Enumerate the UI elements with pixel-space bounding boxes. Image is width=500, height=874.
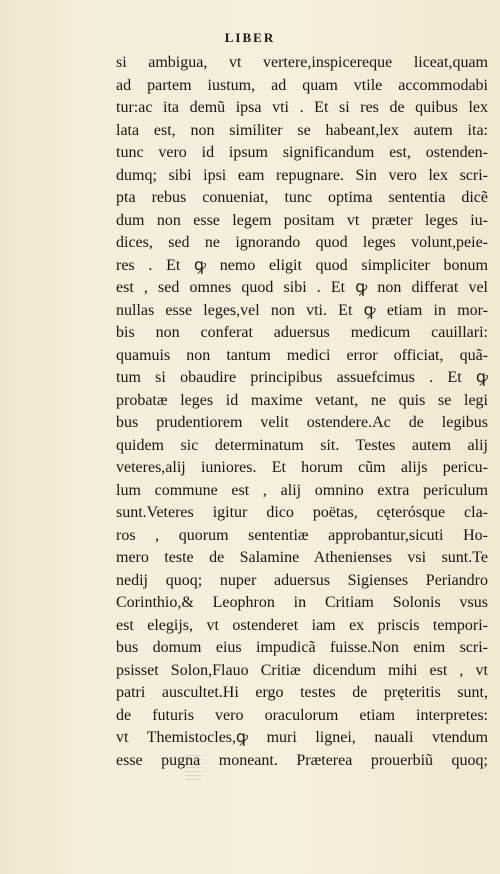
text-line: dum non esse legem positam vt præter leges iu- (116, 211, 488, 229)
text-body (116, 52, 488, 772)
text-line: vt Themistocles,ꝙ muri lignei, nauali vtendum (116, 729, 488, 746)
text-line: veteres,alij iuniores. Et horum cũm alijs pericu- (116, 459, 488, 476)
text-line: ros , quorum sententiæ approbantur,sicuti Ho- (116, 526, 488, 544)
text-line: tur:ac ita demũ ipsa vti . Et si res de quibus lex (116, 99, 488, 116)
text-line: mero teste de Salamine Athenienses vsi sunt.Te (116, 549, 488, 566)
text-line: Corinthio,& Leophron in Critiam Solonis vsus (116, 594, 488, 611)
text-line: lum commune est , alij omnino extra periculum (116, 481, 488, 499)
text-line: dices, sed ne ignorando quod leges volunt,peie- (116, 234, 488, 251)
text-line: pta rebus conueniat, tunc optima sententia dicẽ (116, 189, 488, 206)
text-line: sunt.Veteres igitur dico poëtas, cęterósque cla- (116, 504, 488, 521)
text-line: bus prudentiorem velit ostendere.Ac de legibus (116, 414, 488, 431)
text-line: tunc vero id ipsum significandum est, ostenden- (116, 144, 488, 161)
text-line: tum si obaudire principibus assuefcimus . Et ꝙ (116, 369, 488, 386)
text-line: psisset Solon,Flauo Critiæ dicendum mihi est , vt (116, 661, 488, 679)
text-line: res . Et ꝙ nemo eligit quod simpliciter bonum (116, 256, 488, 274)
text-line: quamuis non tantum medici error officiat, quã- (116, 346, 488, 364)
running-header: LIBER (224, 30, 276, 45)
ink-bleed-mark (185, 755, 201, 781)
text-line: probatæ leges id maxime vetant, ne quis se legi (116, 391, 488, 409)
text-line: patri auscultet.Hi ergo testes de pręteritis sunt, (116, 684, 488, 701)
text-line: bus domum eius impudicã fuisse.Non enim scri- (116, 639, 488, 656)
text-line: de futuris vero oraculorum etiam interpretes: (116, 706, 488, 724)
text-line: esse pugna moneant. Præterea prouerbiũ quoq; (116, 751, 488, 769)
text-line: dumq; sibi ipsi eam repugnare. Sin vero lex scri- (116, 166, 488, 184)
text-line: lata est, non similiter se habeant,lex autem ita: (116, 121, 488, 139)
text-line: nullas esse leges,vel non vti. Et ꝙ etiam in mor- (116, 301, 488, 319)
text-line: est elegijs, vt ostenderet iam ex priscis tempori- (116, 616, 488, 634)
text-line: est , sed omnes quod sibi . Et ꝙ non differat vel (116, 279, 488, 296)
text-line: ad partem iustum, ad quam vtile accommodabi (116, 76, 488, 94)
text-line: si ambigua, vt vertere,inspicereque liceat,quam (116, 54, 488, 71)
text-line: nedij quoq; nuper aduersus Sigienses Periandro (116, 571, 488, 589)
text-line: quidem sic determinatum sit. Testes autem alij (116, 436, 488, 454)
text-line: bis non conferat aduersus medicum cauillari: (116, 324, 488, 341)
